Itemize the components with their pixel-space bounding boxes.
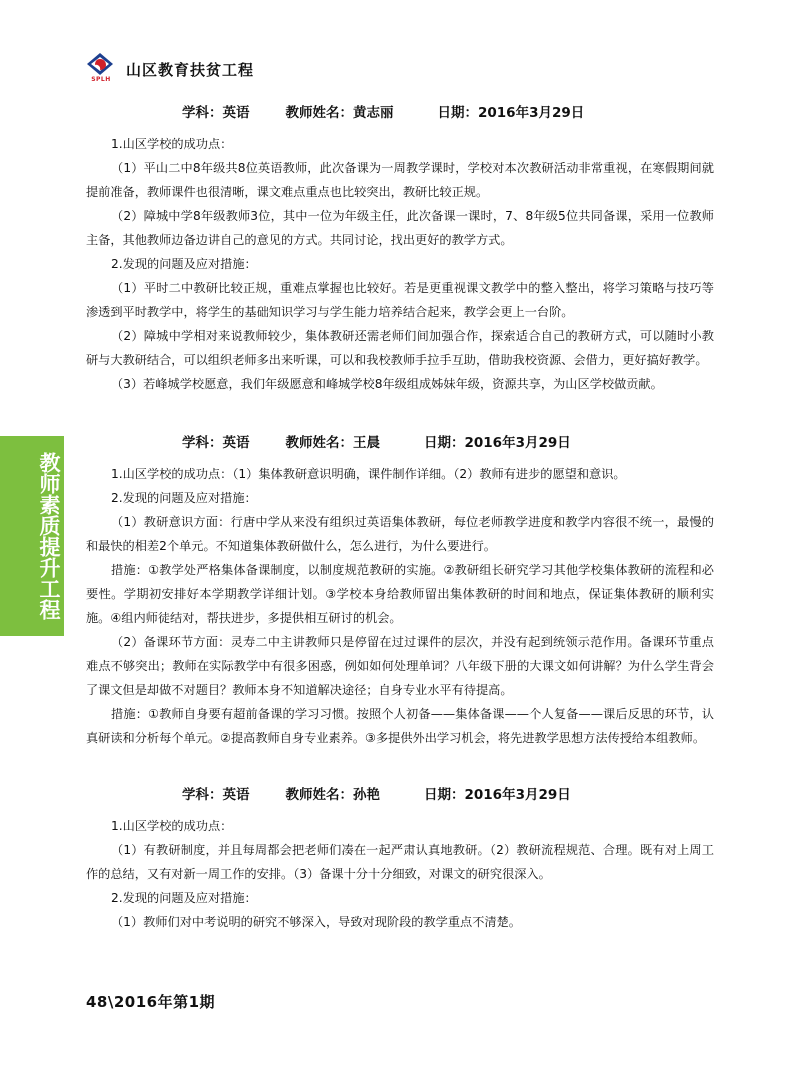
paragraph: （2）障城中学相对来说教师较少，集体教研还需老师们间加强合作，探索适合自己的教研方式，可以随时小教研与大教研结合，可以组织老师多出来听课，可以和我校教师手拉手互助，借助我校资源、会借力，更好搞好教学。 [86, 329, 714, 367]
page-header [84, 52, 254, 86]
paragraph: （1）有教研制度，并且每周都会把老师们凑在一起严肃认真地教研。（2）教研流程规范、合理。既有对上周工作的总结，又有对新一周工作的安排。（3）备课十分十分细致，对课文的研究很深入。 [86, 843, 714, 881]
logo-emblem-icon [86, 52, 114, 76]
paragraph: 措施：①教师自身要有超前备课的学习习惯。按照个人初备——集体备课——个人复备——课后反思的环节，认真研读和分析每个单元。②提高教师自身专业素养。③多提供外出学习机会，将先进教学思想方法传授给本组教师。 [86, 707, 714, 745]
logo [84, 52, 118, 86]
section-header [86, 784, 714, 806]
report-section-1 [86, 102, 714, 396]
subject-label: 学科：英语 [182, 435, 250, 451]
paragraph: 2.发现的问题及应对措施： [111, 891, 257, 905]
paragraph: （2）备课环节方面：灵寿二中主讲教师只是停留在过过课件的层次，并没有起到统领示范作用。备课环节重点难点不够突出；教师在实际教学中有很多困惑，例如如何处理单词？八年级下册的大课文如何讲解？为什么学生背会了课文但是却做不对题目？教师本身不知道解决途径；自身专业水平有待提高。 [86, 635, 714, 697]
logo-text: SPLH [91, 76, 111, 83]
paragraph: 1.山区学校的成功点： [111, 819, 233, 833]
teacher-label: 教师姓名：王晨 [285, 435, 380, 451]
page-footer: 48\2016年第1期 [86, 993, 216, 1011]
report-section-3 [86, 784, 714, 934]
paragraph: （1）平时二中教研比较正规，重难点掌握也比较好。若是更重视课文教学中的整入整出，将学习策略与技巧等渗透到平时教学中，将学生的基础知识学习与学生能力培养结合起来，教学会更上一台阶。 [86, 281, 714, 319]
paragraph: 1.山区学校的成功点：（1）集体教研意识明确，课件制作详细。（2）教师有进步的愿望和意识。 [111, 467, 626, 481]
paragraph: （1）教研意识方面：行唐中学从来没有组织过英语集体教研，每位老师教学进度和教学内容很不统一，最慢的和最快的相差2个单元。不知道集体教研做什么，怎么进行，为什么要进行。 [86, 515, 714, 553]
side-tab [0, 436, 64, 636]
paragraph: （1）教师们对中考说明的研究不够深入，导致对现阶段的教学重点不清楚。 [111, 915, 521, 929]
subject-label: 学科：英语 [182, 105, 250, 121]
subject-label: 学科：英语 [182, 787, 250, 803]
paragraph: （1）平山二中8年级共8位英语教师，此次备课为一周教学课时，学校对本次教研活动非常重视，在寒假期间就提前准备，教师课件也很清晰，课文难点重点也比较突出，教研比较正规。 [86, 161, 714, 199]
report-section-2 [86, 432, 714, 750]
teacher-label: 教师姓名：黄志丽 [285, 105, 394, 121]
paragraph: 措施：①教学处严格集体备课制度，以制度规范教研的实施。②教研组长研究学习其他学校集体教研的流程和必要性。学期初安排好本学期教学详细计划。③学校本身给教师留出集体教研的时间和地点，保证集体教研的顺利实施。④组内师徒结对，帮扶进步，多提供相互研讨的机会。 [86, 563, 714, 625]
date-label: 日期：2016年3月29日 [437, 105, 585, 121]
side-tab-label: 教师素质提升工程 [37, 452, 61, 620]
paragraph: 1.山区学校的成功点： [111, 137, 233, 151]
paragraph: 2.发现的问题及应对措施： [111, 257, 257, 271]
date-label: 日期：2016年3月29日 [424, 435, 571, 451]
article-body [86, 96, 714, 934]
date-label: 日期：2016年3月29日 [424, 787, 571, 803]
section-header [86, 102, 714, 124]
paragraph: （3）若峰城学校愿意，我们年级愿意和峰城学校8年级组成姊妹年级，资源共享，为山区学校做贡献。 [111, 377, 663, 391]
header-title: 山区教育扶贫工程 [126, 60, 255, 79]
paragraph: 2.发现的问题及应对措施： [111, 491, 257, 505]
teacher-label: 教师姓名：孙艳 [285, 787, 380, 803]
paragraph: （2）障城中学8年级教师3位，其中一位为年级主任，此次备课一课时，7、8年级5位共同备课，采用一位教师主备，其他教师边备边讲自己的意见的方式。共同讨论，找出更好的教学方式。 [86, 209, 714, 247]
section-header [86, 432, 714, 454]
